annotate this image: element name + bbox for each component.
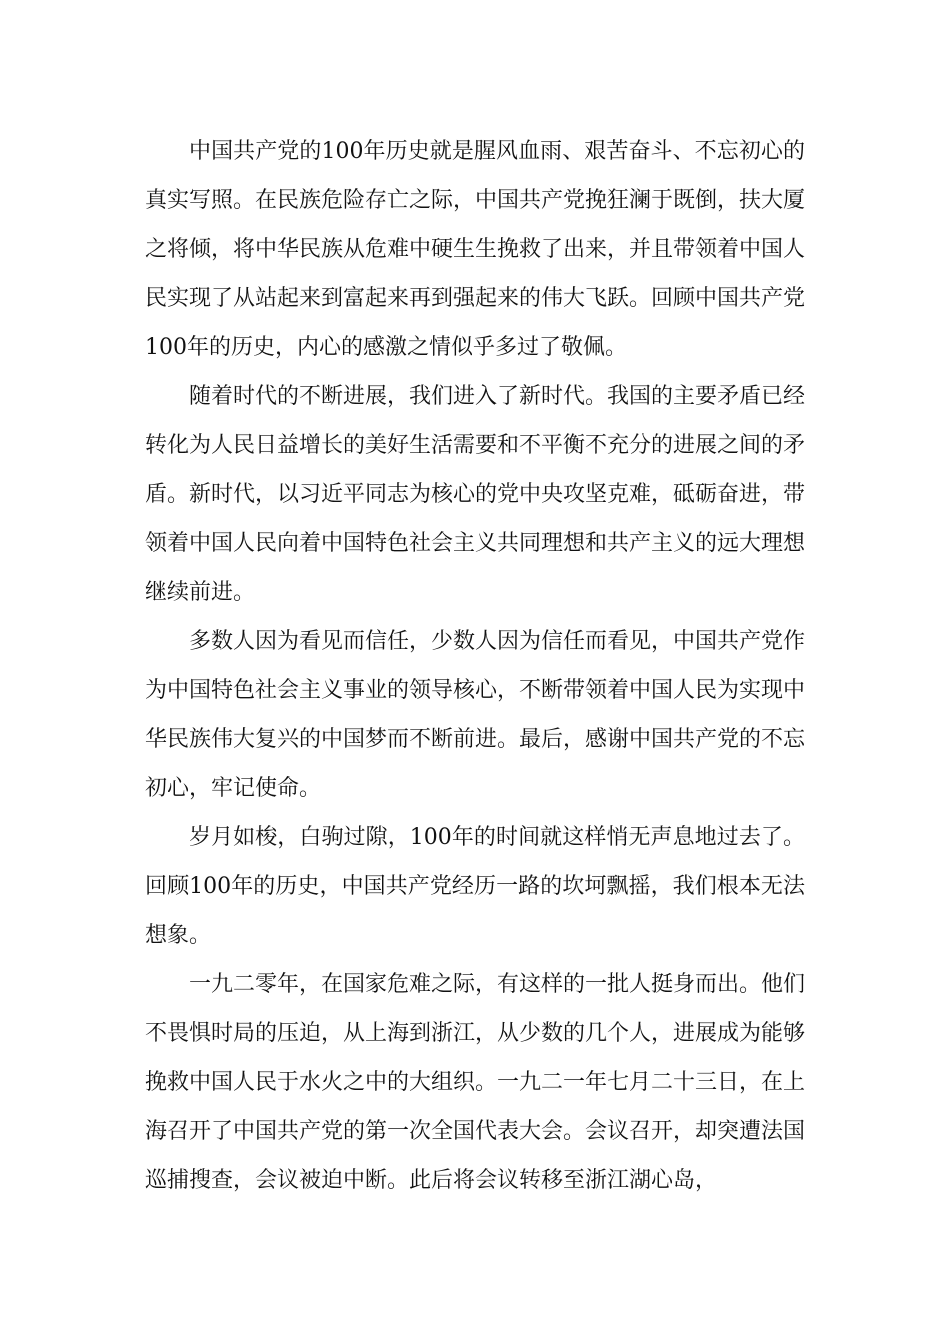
paragraph-4: 岁月如梭，白驹过隙，100年的时间就这样悄无声息地过去了。回顾100年的历史，中国共产党经历一路的坎坷飘摇，我们根本无法想象。: [145, 825, 805, 948]
paragraph-3: 多数人因为看见而信任，少数人因为信任而看见，中国共产党作为中国特色社会主义事业的领导核心，不断带领着中国人民为实现中华民族伟大复兴的中国梦而不断前进。最后，感谢中国共产党的不忘初心，牢记使命。: [145, 629, 806, 801]
document-body: [145, 127, 805, 1205]
paragraph-1: 中国共产党的100年历史就是腥风血雨、艰苦奋斗、不忘初心的真实写照。在民族危险存亡之际，中国共产党挽狂澜于既倒，扶大厦之将倾，将中华民族从危难中硬生生挽救了出来，并且带领着中国人民实现了从站起来到富起来再到强起来的伟大飞跃。回顾中国共产党100年的历史，内心的感激之情似乎多过了敬佩。: [145, 139, 806, 360]
paragraph-2: 随着时代的不断进展，我们进入了新时代。我国的主要矛盾已经转化为人民日益增长的美好生活需要和不平衡不充分的进展之间的矛盾。新时代，以习近平同志为核心的党中央攻坚克难，砥砺奋进，带领着中国人民向着中国特色社会主义共同理想和共产主义的远大理想继续前进。: [145, 384, 806, 605]
paragraph-5: 一九二零年，在国家危难之际，有这样的一批人挺身而出。他们不畏惧时局的压迫，从上海到浙江，从少数的几个人，进展成为能够挽救中国人民于水火之中的大组织。一九二一年七月二十三日，在上海召开了中国共产党的第一次全国代表大会。会议召开，却突遭法国巡捕搜查，会议被迫中断。此后将会议转移至浙江湖心岛，: [145, 972, 806, 1193]
